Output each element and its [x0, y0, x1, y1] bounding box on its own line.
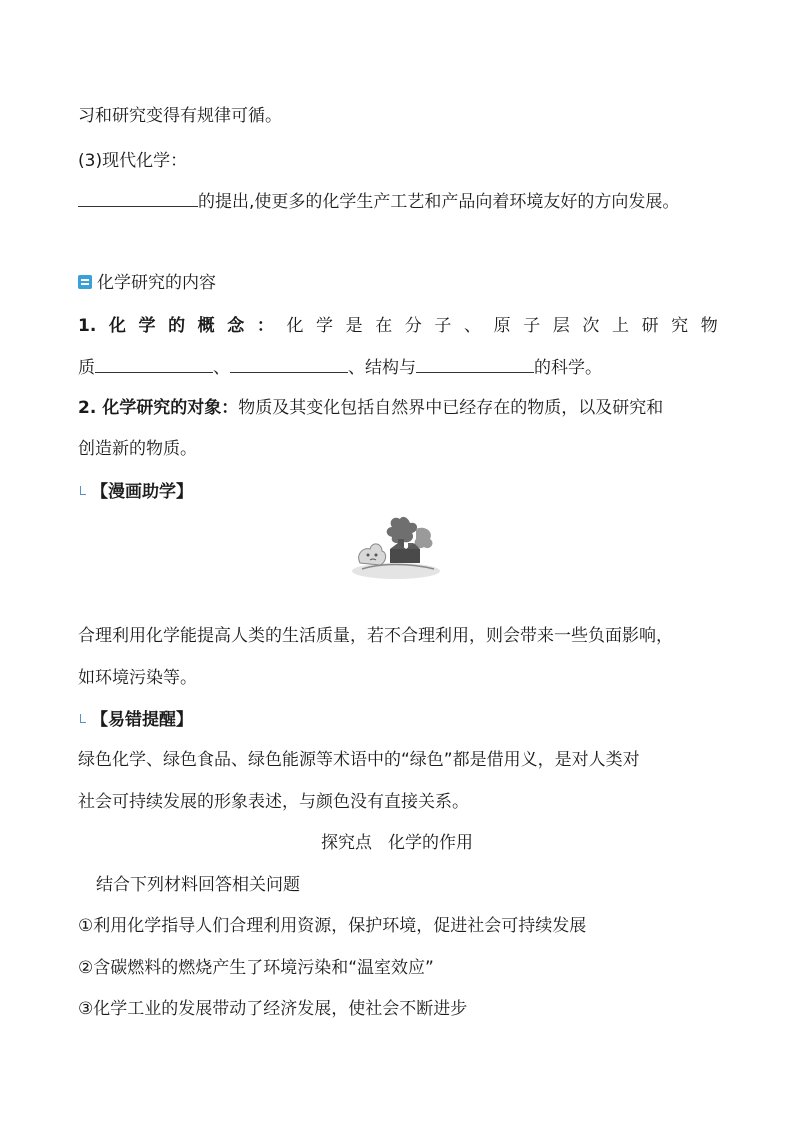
concept-char: 化 [286, 316, 304, 336]
concept-char: 概 [197, 316, 215, 336]
warning-title: 【易错提醒】 [91, 710, 193, 730]
list-item: ①利用化学指导人们合理利用资源，保护环境，促进社会可持续发展 [78, 916, 587, 936]
concept-line-2 [78, 354, 602, 380]
text-fragment: 的提出,使更多的化学生产工艺和产品向着环境友好的方向发展。 [198, 192, 680, 212]
concept-char: 学 [138, 316, 156, 336]
list-item: ②含碳燃料的燃烧产生了环境污染和“温室效应” [78, 958, 434, 978]
text-line: (3)现代化学： [78, 151, 188, 171]
text-fragment: 、结构与 [348, 358, 416, 378]
text-fragment: 物质及其变化包括自然界中已经存在的物质，以及研究和 [238, 398, 664, 418]
concept-char: 分 [404, 316, 422, 336]
concept-char: 子 [434, 316, 452, 336]
concept-char: 是 [345, 316, 363, 336]
concept-char: 化 [108, 316, 126, 336]
text-line: 社会可持续发展的形象表述，与颜色没有直接关系。 [78, 792, 469, 812]
list-icon [78, 275, 92, 289]
text-line: 习和研究变得有规律可循。 [78, 106, 282, 126]
explore-title [0, 831, 794, 855]
concept-char: 上 [611, 316, 629, 336]
text-line [78, 188, 679, 214]
concept-char: 层 [552, 316, 570, 336]
fill-blank[interactable] [78, 188, 198, 207]
concept-line-1 [78, 314, 718, 338]
fill-blank[interactable] [416, 354, 534, 373]
comic-title: 【漫画助学】 [91, 482, 193, 502]
text-fragment: 、 [213, 358, 230, 378]
fill-blank[interactable] [230, 354, 348, 373]
concept-char: 子 [523, 316, 541, 336]
pollution-cartoon-image [350, 513, 442, 581]
concept-char: 念 [227, 316, 245, 336]
concept-char: 1. [78, 316, 97, 336]
list-item: ③化学工业的发展带动了经济发展，使社会不断进步 [78, 999, 468, 1019]
concept-char: 研 [641, 316, 659, 336]
concept-char: 究 [671, 316, 689, 336]
text-line: 绿色化学、绿色食品、绿色能源等术语中的“绿色”都是借用义，是对人类对 [78, 750, 640, 770]
text-fragment: 质 [78, 358, 95, 378]
concept-char: 、 [464, 316, 482, 336]
explore-title-b: 化学的作用 [388, 833, 473, 853]
text-fragment: 的科学。 [534, 358, 602, 378]
explore-title-a: 探究点 [321, 833, 372, 853]
object-label: 2. 化学研究的对象： [78, 398, 239, 418]
concept-char: 学 [316, 316, 334, 336]
concept-char: 的 [168, 316, 186, 336]
object-line-1 [78, 396, 663, 420]
note-icon [78, 713, 88, 727]
concept-char: 物 [700, 316, 718, 336]
warning-heading [78, 708, 193, 732]
concept-char: ： [256, 316, 274, 336]
text-line: 如环境污染等。 [78, 668, 197, 688]
explore-intro: 结合下列材料回答相关问题 [96, 875, 300, 895]
object-line-2: 创造新的物质。 [78, 439, 197, 459]
section-title: 化学研究的内容 [97, 273, 216, 293]
concept-char: 次 [582, 316, 600, 336]
comic-heading [78, 480, 193, 504]
note-icon [78, 485, 88, 499]
section-heading [78, 271, 216, 295]
concept-char: 在 [375, 316, 393, 336]
fill-blank[interactable] [95, 354, 213, 373]
concept-char: 原 [493, 316, 511, 336]
text-line: 合理利用化学能提高人类的生活质量，若不合理利用，则会带来一些负面影响， [78, 626, 673, 646]
